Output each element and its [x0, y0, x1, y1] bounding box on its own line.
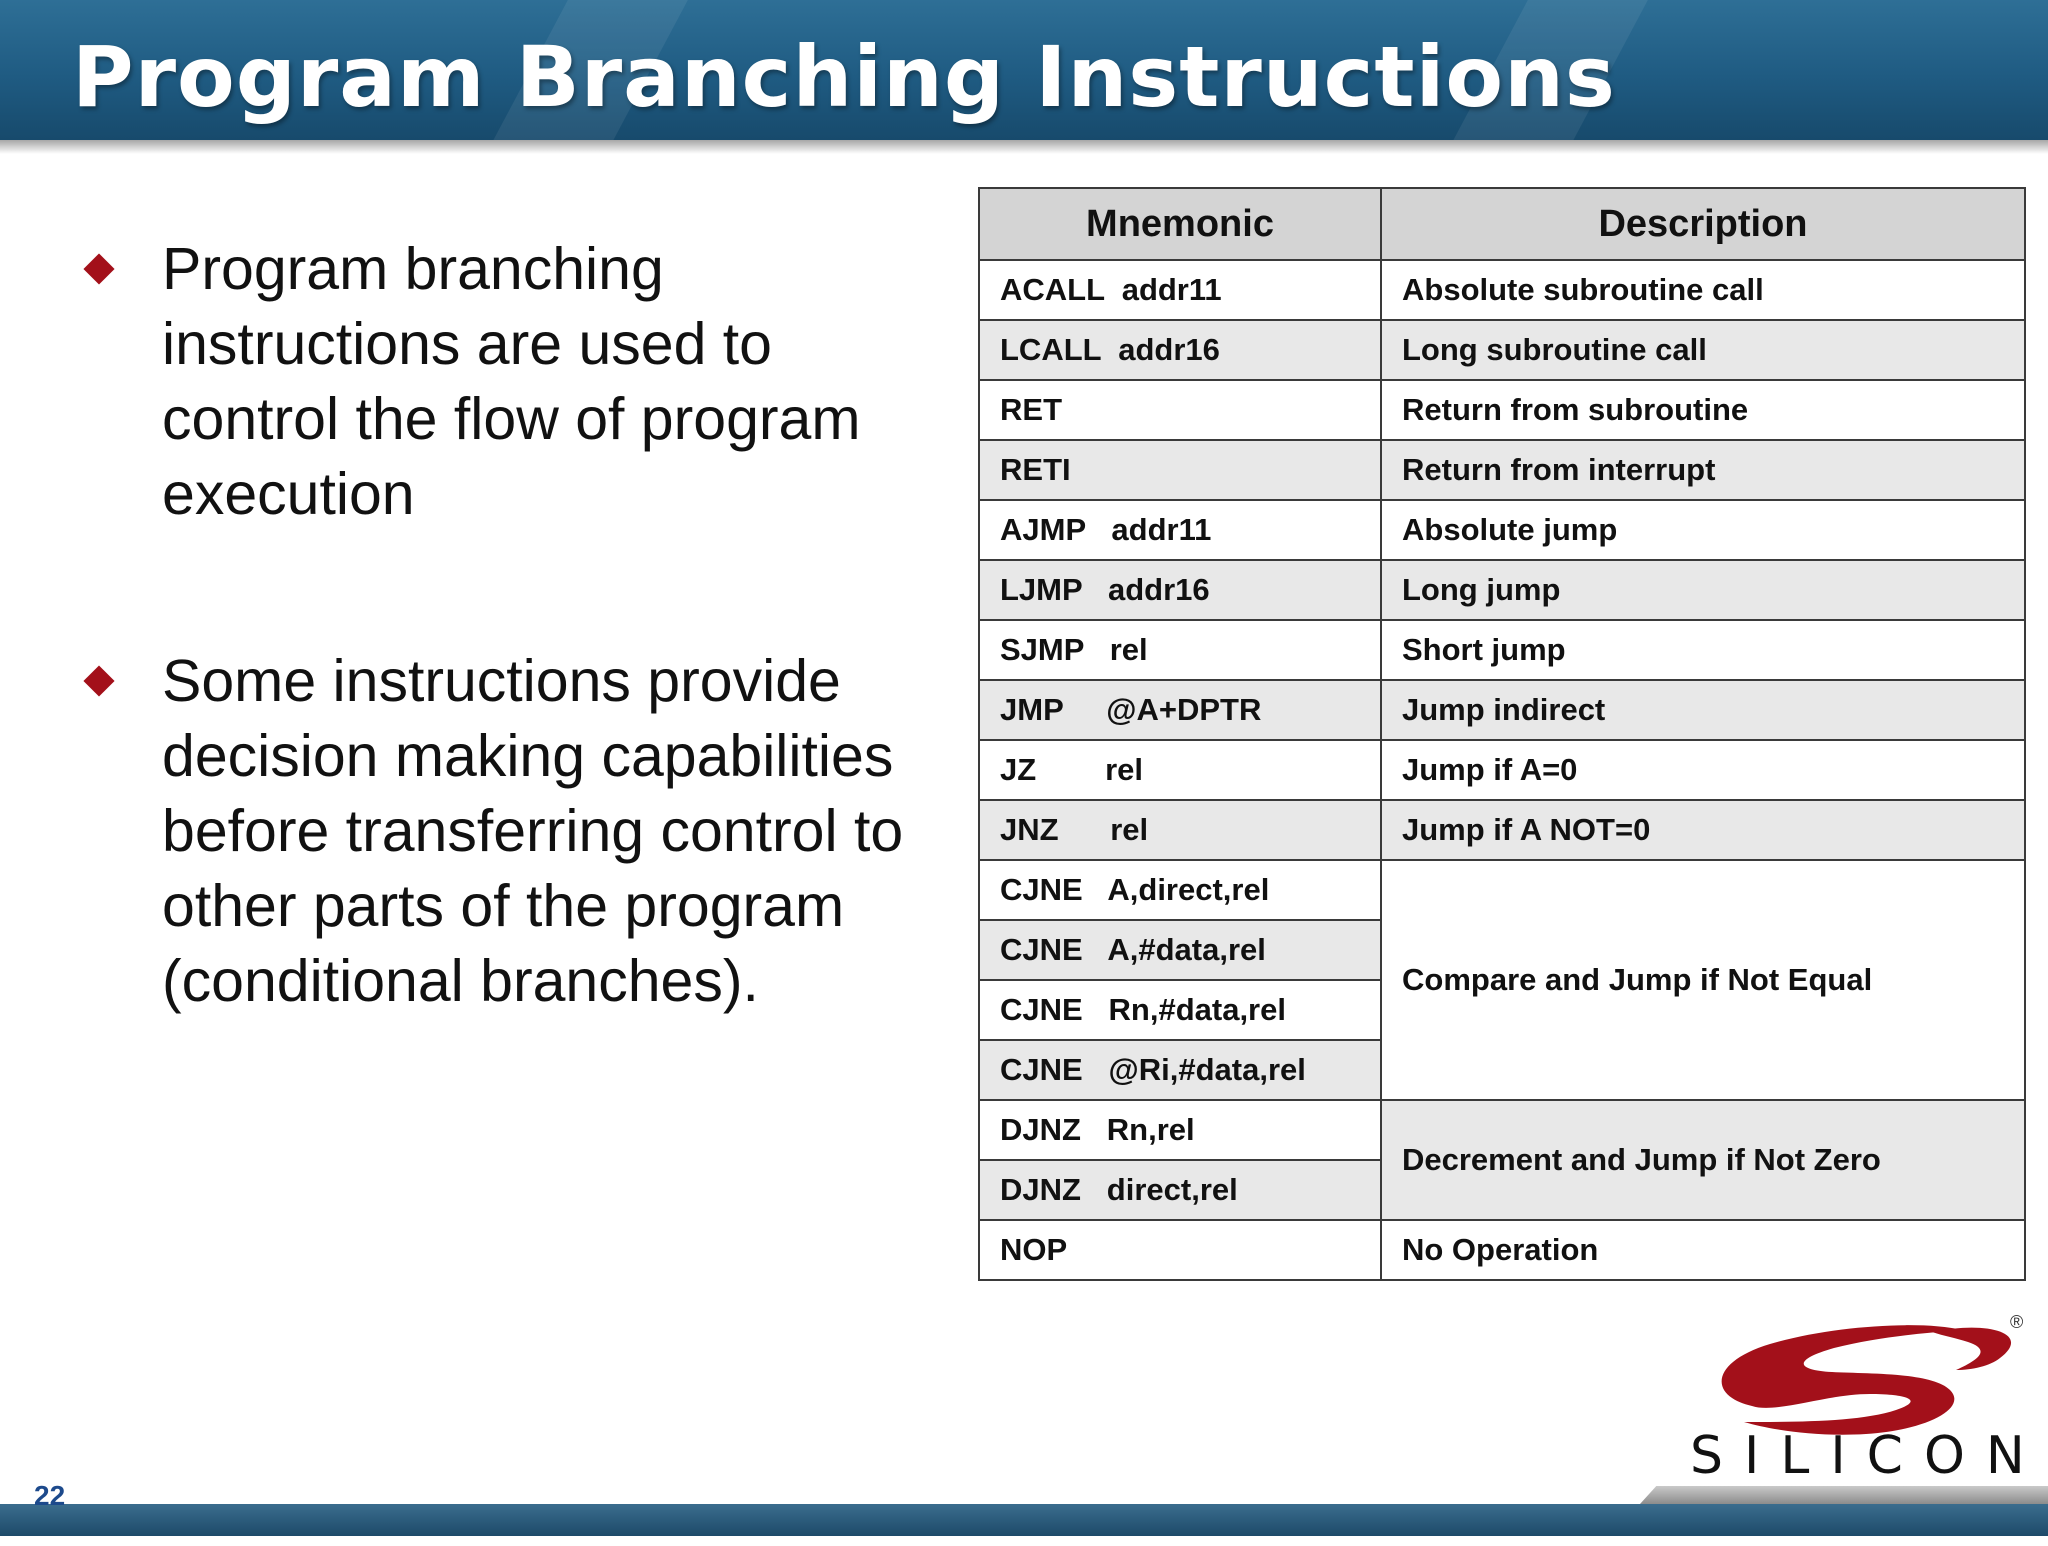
description-cell: Return from interrupt [1381, 440, 2025, 500]
table-row [979, 680, 2025, 740]
description-cell: Short jump [1381, 620, 2025, 680]
table-row [979, 740, 2025, 800]
slide-title: Program Branching Instructions [72, 28, 1616, 126]
mnemonic-cell: JMP @A+DPTR [979, 680, 1381, 740]
mnemonic-cell: ACALL addr11 [979, 260, 1381, 320]
table-header-row [979, 188, 2025, 260]
description-cell: Jump indirect [1381, 680, 2025, 740]
table-row [979, 860, 2025, 920]
table-row [979, 560, 2025, 620]
mnemonic-cell: RET [979, 380, 1381, 440]
mnemonic-cell: CJNE Rn,#data,rel [979, 980, 1381, 1040]
description-cell: Absolute subroutine call [1381, 260, 2025, 320]
page-number: 22 [34, 1480, 66, 1511]
description-cell: Absolute jump [1381, 500, 2025, 560]
silicon-labs-logo-icon [1700, 1310, 2030, 1440]
mnemonic-cell: RETI [979, 440, 1381, 500]
bullet-item [80, 644, 960, 1019]
bullet-list [80, 232, 960, 1131]
mnemonic-cell: JNZ rel [979, 800, 1381, 860]
logo-wordmark: SILICON [1690, 1426, 2046, 1486]
description-cell: No Operation [1381, 1220, 2025, 1280]
cjne-description-cell: Compare and Jump if Not Equal [1381, 860, 2025, 1100]
mnemonic-cell: JZ rel [979, 740, 1381, 800]
table-row [979, 1220, 2025, 1280]
mnemonic-cell: DJNZ Rn,rel [979, 1100, 1381, 1160]
mnemonic-cell: LCALL addr16 [979, 320, 1381, 380]
bullet-text: Some instructions provide decision making capabilities before transferring control to other parts of the program (conditional branches). [162, 648, 904, 1014]
description-cell: Jump if A NOT=0 [1381, 800, 2025, 860]
description-cell: Long subroutine call [1381, 320, 2025, 380]
mnemonic-cell: DJNZ direct,rel [979, 1160, 1381, 1220]
footer-bar [0, 1504, 2048, 1536]
mnemonic-cell: CJNE A,#data,rel [979, 920, 1381, 980]
djnz-description-cell: Decrement and Jump if Not Zero [1381, 1100, 2025, 1220]
table-row [979, 500, 2025, 560]
table-row [979, 320, 2025, 380]
header-mnemonic: Mnemonic [979, 188, 1381, 260]
header-description: Description [1381, 188, 2025, 260]
mnemonic-cell: SJMP rel [979, 620, 1381, 680]
mnemonic-cell: AJMP addr11 [979, 500, 1381, 560]
bullet-diamond-icon [83, 253, 114, 284]
mnemonic-cell: CJNE @Ri,#data,rel [979, 1040, 1381, 1100]
description-cell: Return from subroutine [1381, 380, 2025, 440]
table-row [979, 800, 2025, 860]
table-row [979, 440, 2025, 500]
bullet-item [80, 232, 960, 532]
title-bar [0, 0, 2048, 140]
bullet-diamond-icon [83, 665, 114, 696]
table-row [979, 1100, 2025, 1160]
table-row [979, 620, 2025, 680]
bullet-text: Program branching instructions are used to control the flow of program execution [162, 236, 861, 527]
description-cell: Jump if A=0 [1381, 740, 2025, 800]
mnemonic-cell: LJMP addr16 [979, 560, 1381, 620]
mnemonic-cell: CJNE A,direct,rel [979, 860, 1381, 920]
title-bar-shadow [0, 140, 2048, 154]
mnemonic-cell: NOP [979, 1220, 1381, 1280]
registered-mark: ® [2010, 1312, 2024, 1332]
table-row [979, 260, 2025, 320]
branch-instruction-table [978, 187, 2026, 1281]
description-cell: Long jump [1381, 560, 2025, 620]
table-row [979, 380, 2025, 440]
